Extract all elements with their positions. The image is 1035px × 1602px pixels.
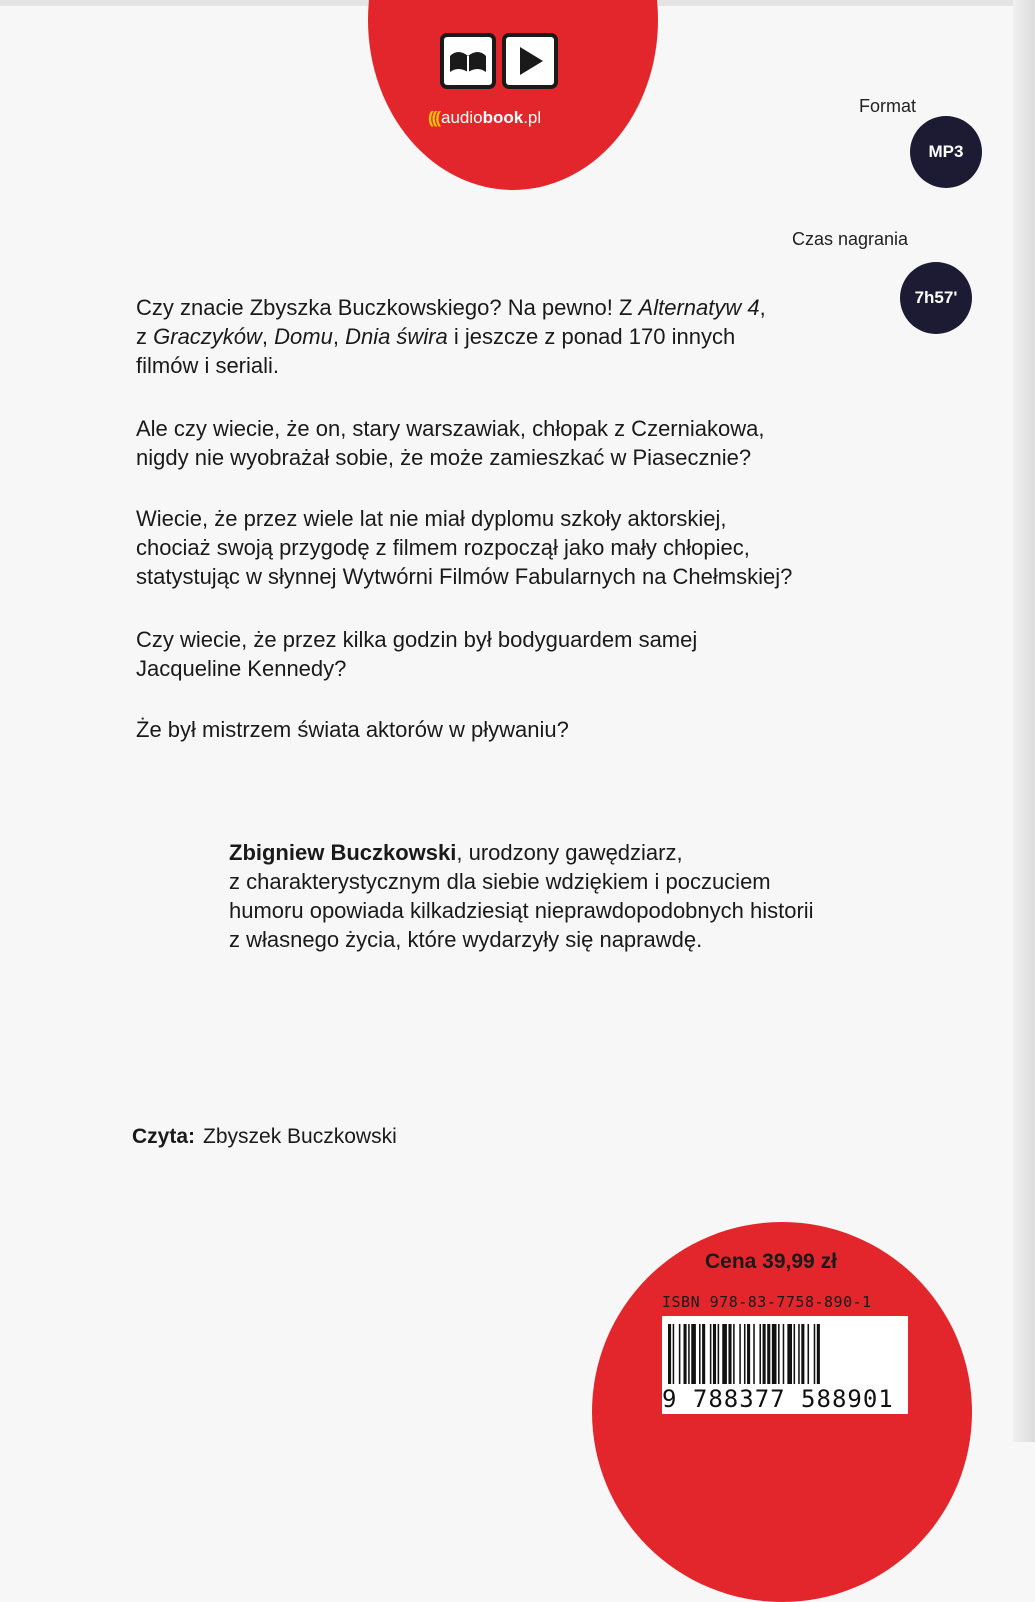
- format-label: Format: [859, 96, 917, 116]
- reader-name: Zbyszek Buczkowski: [203, 1125, 397, 1148]
- paragraph-plywanie: Że był mistrzem świata aktorów w pływaniu?: [136, 717, 569, 742]
- author-bio: Zbigniew Buczkowski, urodzony gawędziarz, z charakterystycznym dla siebie wdziękiem i poczuciem humoru opowiada kilkadziesiąt nieprawdopodobnych historii z własnego życia, które wydarzyły się naprawdę.: [229, 840, 814, 952]
- paragraph-intro: Czy znacie Zbyszka Buczkowskiego? Na pewno! Z Alternatyw 4, z Graczyków, Domu, Dnia świra i jeszcze z ponad 170 innych filmów i seriali.: [136, 295, 766, 378]
- sound-waves-icon: (((: [428, 108, 439, 127]
- play-icon: [502, 33, 558, 89]
- audiobook-logo-icons: [440, 33, 558, 89]
- reader-label: Czyta:: [132, 1125, 196, 1148]
- duration-label: Czas nagrania: [792, 229, 909, 249]
- paragraph-czerniakow: Ale czy wiecie, że on, stary warszawiak, chłopak z Czerniakowa, nigdy nie wyobrażał sobie, że może zamieszkać w Piasecznie?: [136, 416, 765, 470]
- page-right-edge: [1013, 0, 1035, 1442]
- author-name: Zbigniew Buczkowski: [229, 840, 457, 865]
- price-label: Cena 39,99 zł: [705, 1250, 837, 1273]
- barcode-digits: 9 788377 588901: [662, 1384, 908, 1414]
- reader-credit: [132, 1125, 397, 1149]
- isbn-number: ISBN 978-83-7758-890-1: [662, 1293, 872, 1311]
- paragraph-dyplom: Wiecie, że przez wiele lat nie miał dyplomu szkoły aktorskiej, chociaż swoją przygodę z filmem rozpoczął jako mały chłopiec, statystując w słynnej Wytwórni Filmów Fabularnych na Chełmskiej?: [136, 506, 793, 589]
- format-badge: MP3: [910, 116, 982, 188]
- audiobook-logo-text: ((( audiobook.pl: [428, 108, 542, 127]
- open-book-icon: [440, 33, 496, 89]
- paragraph-kennedy: Czy wiecie, że przez kilka godzin był bodyguardem samej Jacqueline Kennedy?: [136, 627, 698, 681]
- logo-red-tab: [368, 0, 658, 190]
- duration-badge: 7h57': [900, 262, 972, 334]
